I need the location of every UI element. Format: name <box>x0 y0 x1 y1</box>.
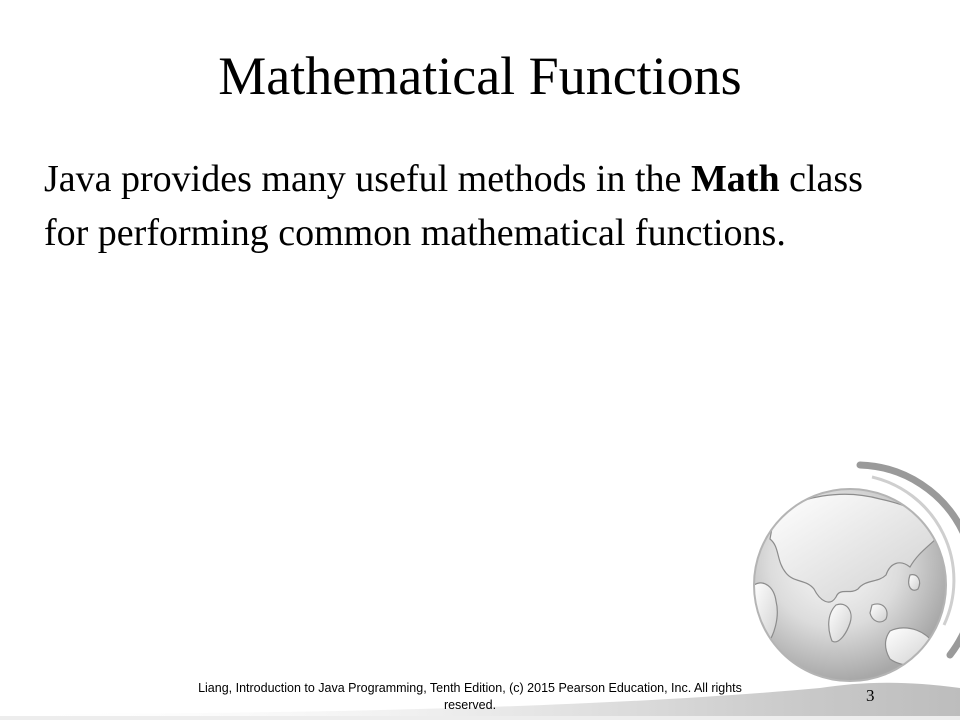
slide-title: Mathematical Functions <box>218 46 742 106</box>
body-text-part-1: Java provides many useful methods in the <box>44 158 691 200</box>
slide-page-number: 3 <box>866 686 875 705</box>
globe-icon <box>740 455 960 695</box>
slide-footer-copyright: Liang, Introduction to Java Programming, Tenth Edition, (c) 2015 Pearson Education, Inc. All rights reserved. <box>198 681 742 712</box>
slide-body-text <box>44 152 904 260</box>
math-class-name: Math <box>690 158 780 200</box>
body-text-part-2: class for performing common mathematical functions. <box>44 158 863 254</box>
